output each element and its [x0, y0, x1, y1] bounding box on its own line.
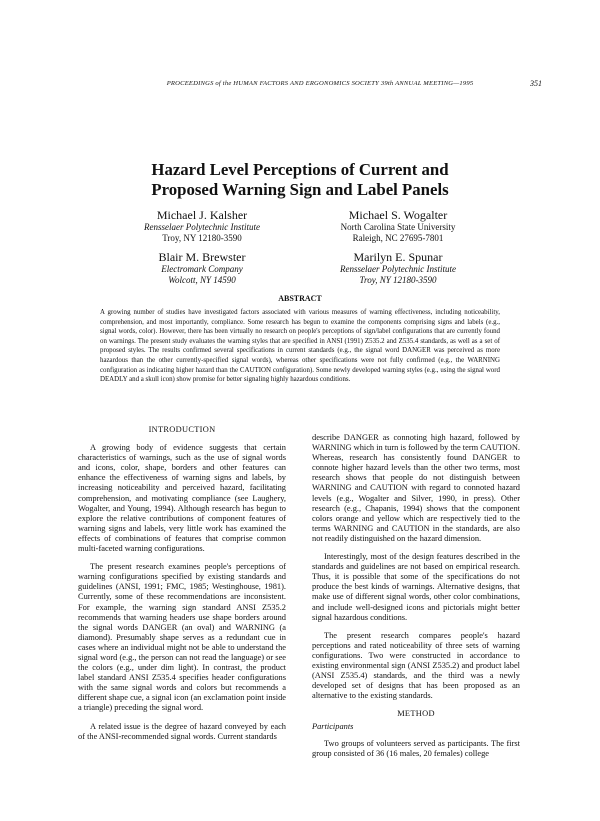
author-location: Wolcott, NY 14590: [168, 275, 236, 285]
intro-paragraph-4: Interestingly, most of the design features described in the standards and guidelines are not based on empirical research. Thus, it is possible that some of the specifications do not produce the best kinds of warnings. Alternative designs, that make use of different signal words, other color combinations, and include well-designed icons and pictorials might better signal hazardous conditions.: [312, 552, 520, 622]
participants-heading: Participants: [312, 722, 354, 732]
author-name: Michael J. Kalsher: [156, 208, 248, 222]
method-heading: METHOD: [397, 709, 435, 719]
intro-paragraph-3: A related issue is the degree of hazard conveyed by each of the ANSI-recommended signal words. Current standards: [78, 721, 286, 741]
intro-paragraph-2: The present research examines people's perceptions of warning configurations specified by existing standards and guidelines (ANSI, 1991; FMC, 1985; Westinghouse, 1981). Currently, some of these recommendations are inconsistent. For example, the warning sign standard ANSI Z535.2 recommends that warning headers use shape borders around the signal words DANGER (an oval) and WARNING (a diamond). Presumably shape serves as a redundant cue in cases where an individual might not be able to understand the signal word (e.g., the person can not read the language) or see the colors (e.g., under dim light). In contrast, the product label standard ANSI Z535.4 specifies header configurations with the same signal words and colors but recommends a different shape cue, a signal icon (an exclamation point inside a triangle) preceding the signal word.: [78, 562, 286, 713]
title-line-1: Hazard Level Perceptions of Current and: [151, 160, 449, 179]
author-name: Michael S. Wogalter: [348, 208, 448, 222]
author-affiliation: Rensselaer Polytechnic Institute: [340, 264, 456, 274]
author-block-3: [102, 250, 302, 286]
author-affiliation: Rensselaer Polytechnic Institute: [144, 222, 260, 232]
introduction-heading: INTRODUCTION: [148, 425, 216, 434]
intro-paragraph-5: The present research compares people's hazard perceptions and rated noticeability of three sets of warning configurations. Two were constructed in accordance to existing environmental sign (ANSI Z535.2) and product label (ANSI Z535.4) standards, and the third was a newly developed set of designs that has been proposed as an alternative to the existing standards.: [312, 630, 520, 701]
author-location: Raleigh, NC 27695-7801: [352, 233, 444, 243]
intro-paragraph-continued: describe DANGER as connoting high hazard, followed by WARNING which in turn is followed by the term CAUTION. Whereas, research has consistently found DANGER to connote higher hazard levels than the other two terms, most research shows that people do not distinguish between WARNING and CAUTION with regard to connoted hazard levels (e.g., Wogalter and Silver, 1990, in press). Other research (e.g., Chapanis, 1994) shows that the component colors orange and yellow which are respectively tied to the terms WARNING and CAUTION in the standards, are also not readily distinguished on the hazard dimension.: [312, 433, 520, 543]
running-head: PROCEEDINGS of the HUMAN FACTORS AND ERGONOMICS SOCIETY 39th ANNUAL MEETING—1995: [166, 80, 474, 87]
author-location: Troy, NY 12180-3590: [359, 275, 437, 285]
right-column: [312, 433, 520, 767]
paper-title: [100, 160, 500, 200]
author-block-1: [102, 208, 302, 244]
intro-paragraph-1: A growing body of evidence suggests that certain characteristics of warnings, such as the use of signal words and icons, color, shape, borders and other features can enhance the effectiveness of warning signs and labels, by increasing noticeability and perceived hazard, facilitating comprehension, and motivating compliance (see Laughery, Wogalter, and Young, 1994). Although research has begun to explore the relative contributions of component features of warning signs and labels, very little work has examined the effects of combinations of features that comprise common multi-faceted warning configurations.: [78, 443, 286, 554]
author-name: Marilyn E. Spunar: [353, 250, 443, 264]
author-location: Troy, NY 12180-3590: [162, 233, 242, 243]
author-affiliation: North Carolina State University: [340, 222, 456, 232]
author-name: Blair M. Brewster: [158, 250, 246, 264]
author-block-4: [298, 250, 498, 286]
abstract-heading: ABSTRACT: [278, 294, 322, 303]
page-number: 351: [530, 79, 542, 88]
author-affiliation: Electromark Company: [161, 264, 243, 274]
abstract-text: A growing number of studies have investigated factors associated with various measures of warning effectiveness, including noticeability, comprehension, and most importantly, compliance. Some research has begun to examine the components comprising signs and labels (e.g., signal words, color). However, there has been virtually no research on people's perceptions of sign/label configurations that are currently found on warnings. The present study evaluates the warning styles that are specified in ANSI (1991) Z535.2 and Z535.4 standards, as well as a set of proposed styles. The results confirmed several specifications in current standards (e.g., the signal word DANGER was perceived as more hazardous than the other currently-specified signal words), whereas other specifications were not fully confirmed (e.g., the WARNING configuration as indicating higher hazard than the CAUTION configuration). Some newly developed warning styles (e.g., using the signal word DEADLY and a skull icon) show promise for better signaling highly hazardous conditions.: [100, 309, 500, 384]
left-column: [78, 425, 286, 750]
author-block-2: [298, 208, 498, 244]
title-line-2: Proposed Warning Sign and Label Panels: [151, 180, 449, 199]
participants-paragraph: Two groups of volunteers served as participants. The first group consisted of 36 (16 males, 20 females) college: [312, 738, 520, 758]
